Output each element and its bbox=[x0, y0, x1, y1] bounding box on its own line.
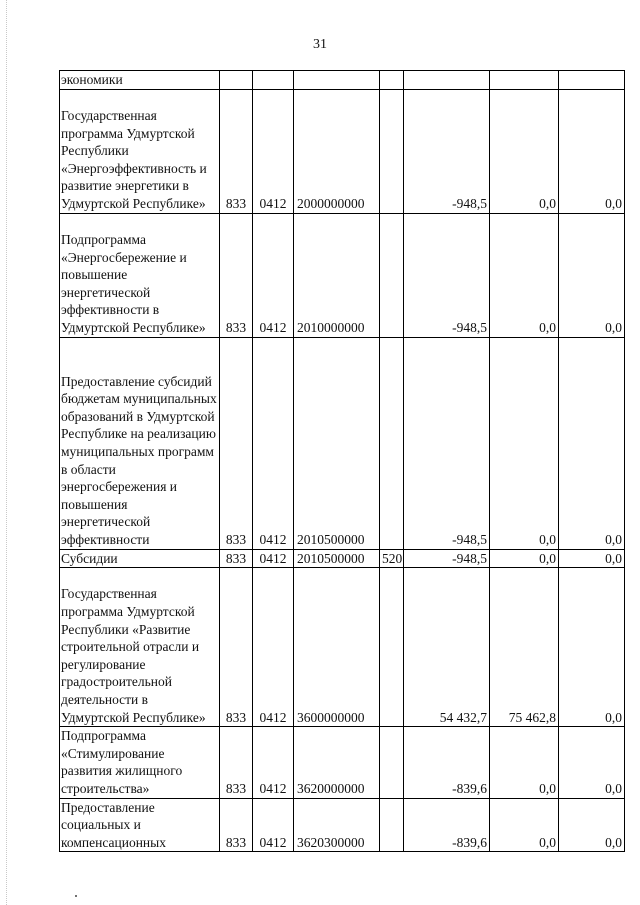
cell-razdel bbox=[253, 71, 294, 90]
scan-speck bbox=[75, 895, 77, 897]
cell-ved: 833 bbox=[220, 549, 253, 568]
cell-sum-2: 0,0 bbox=[490, 337, 559, 549]
cell-sum-3: 0,0 bbox=[559, 213, 625, 337]
cell-sum-1: 54 432,7 bbox=[404, 568, 490, 727]
cell-ved: 833 bbox=[220, 798, 253, 852]
cell-sum-1 bbox=[404, 71, 490, 90]
table-row bbox=[60, 727, 625, 798]
cell-sum-3: 0,0 bbox=[559, 549, 625, 568]
cell-vr bbox=[380, 71, 404, 90]
cell-vr bbox=[380, 568, 404, 727]
table-row bbox=[60, 549, 625, 568]
row-name: Субсидии bbox=[60, 549, 220, 568]
cell-sum-3 bbox=[559, 71, 625, 90]
cell-ved: 833 bbox=[220, 568, 253, 727]
cell-sum-2: 0,0 bbox=[490, 213, 559, 337]
cell-kcsr: 3600000000 bbox=[294, 568, 380, 727]
row-name: Государственная программа Удмуртской Республики «Энергоэффективность и развитие энергетики в Удмуртской Республике» bbox=[60, 89, 220, 213]
cell-razdel: 0412 bbox=[253, 568, 294, 727]
cell-ved bbox=[220, 71, 253, 90]
table-row bbox=[60, 568, 625, 727]
cell-sum-3: 0,0 bbox=[559, 89, 625, 213]
cell-sum-3: 0,0 bbox=[559, 337, 625, 549]
cell-sum-1: -948,5 bbox=[404, 337, 490, 549]
cell-razdel: 0412 bbox=[253, 89, 294, 213]
cell-kcsr: 2010000000 bbox=[294, 213, 380, 337]
cell-razdel: 0412 bbox=[253, 798, 294, 852]
cell-sum-1: -839,6 bbox=[404, 727, 490, 798]
cell-kcsr: 3620000000 bbox=[294, 727, 380, 798]
cell-sum-3: 0,0 bbox=[559, 727, 625, 798]
row-name: Государственная программа Удмуртской Республики «Развитие строительной отрасли и регулирование градостроительной деятельности в Удмуртской Республике» bbox=[60, 568, 220, 727]
cell-sum-3: 0,0 bbox=[559, 568, 625, 727]
cell-sum-2: 0,0 bbox=[490, 727, 559, 798]
cell-kcsr: 2010500000 bbox=[294, 337, 380, 549]
cell-sum-3: 0,0 bbox=[559, 798, 625, 852]
cell-sum-1: -948,5 bbox=[404, 549, 490, 568]
cell-sum-2: 0,0 bbox=[490, 798, 559, 852]
cell-sum-2 bbox=[490, 71, 559, 90]
cell-vr: 520 bbox=[380, 549, 404, 568]
cell-ved: 833 bbox=[220, 213, 253, 337]
table-row bbox=[60, 89, 625, 213]
cell-razdel: 0412 bbox=[253, 727, 294, 798]
cell-sum-2: 75 462,8 bbox=[490, 568, 559, 727]
table-row bbox=[60, 337, 625, 549]
row-name: Предоставление субсидий бюджетам муниципальных образований в Удмуртской Республике на реализацию муниципальных программ в области энергосбережения и повышения энергетической эффективности bbox=[60, 337, 220, 549]
cell-sum-2: 0,0 bbox=[490, 549, 559, 568]
cell-kcsr: 3620300000 bbox=[294, 798, 380, 852]
table-row bbox=[60, 798, 625, 852]
cell-sum-1: -948,5 bbox=[404, 89, 490, 213]
table-row bbox=[60, 71, 625, 90]
cell-kcsr: 2000000000 bbox=[294, 89, 380, 213]
cell-vr bbox=[380, 89, 404, 213]
cell-razdel: 0412 bbox=[253, 337, 294, 549]
row-name: Подпрограмма «Стимулирование развития жилищного строительства» bbox=[60, 727, 220, 798]
scan-edge-line bbox=[6, 0, 7, 905]
cell-ved: 833 bbox=[220, 727, 253, 798]
row-name: Подпрограмма «Энергосбережение и повышение энергетической эффективности в Удмуртской Республике» bbox=[60, 213, 220, 337]
table-row bbox=[60, 213, 625, 337]
cell-ved: 833 bbox=[220, 337, 253, 549]
row-name: Предоставление социальных и компенсационных bbox=[60, 798, 220, 852]
page-number: 31 bbox=[313, 37, 327, 52]
cell-kcsr: 2010500000 bbox=[294, 549, 380, 568]
cell-kcsr bbox=[294, 71, 380, 90]
cell-sum-1: -948,5 bbox=[404, 213, 490, 337]
row-name: экономики bbox=[60, 71, 220, 90]
cell-sum-1: -839,6 bbox=[404, 798, 490, 852]
cell-sum-2: 0,0 bbox=[490, 89, 559, 213]
cell-vr bbox=[380, 798, 404, 852]
cell-ved: 833 bbox=[220, 89, 253, 213]
cell-razdel: 0412 bbox=[253, 213, 294, 337]
cell-vr bbox=[380, 337, 404, 549]
cell-vr bbox=[380, 213, 404, 337]
cell-razdel: 0412 bbox=[253, 549, 294, 568]
budget-table bbox=[59, 70, 625, 852]
cell-vr bbox=[380, 727, 404, 798]
